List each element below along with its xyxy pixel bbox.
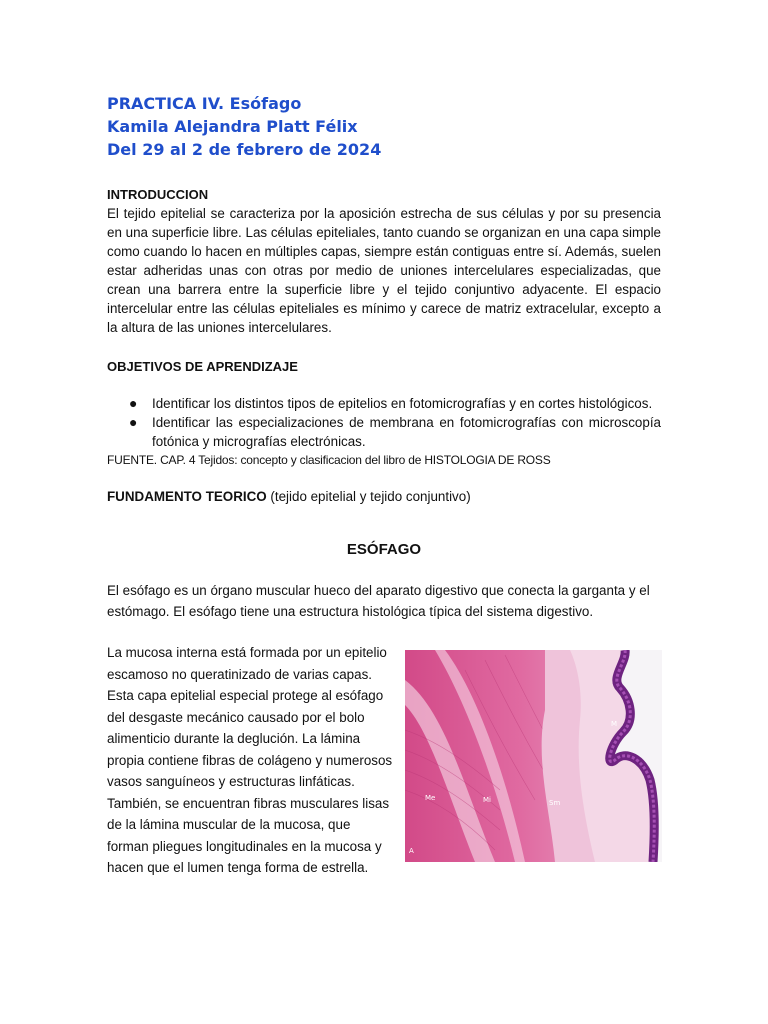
theory-heading-label: FUNDAMENTO TEORICO <box>107 489 267 504</box>
document-title-block <box>107 92 661 161</box>
date-range: Del 29 al 2 de febrero de 2024 <box>107 140 382 159</box>
bullet-icon: ● <box>129 395 138 411</box>
objectives-heading: OBJETIVOS DE APRENDIZAJE <box>107 359 298 374</box>
mucosa-paragraph: La mucosa interna está formada por un epitelio escamoso no queratinizado de varias capas. Esta capa epitelial especial protege al esófago del desgaste mecánico causado por el bolo alimenticio durante la deglución. La lámina propia contiene fibras de colágeno y numerosos vasos sanguíneos y estructuras linfáticas. También, se encuentran fibras musculares lisas de la lámina muscular de la mucosa, que forman pliegues longitudinales en la mucosa y hacen que el lumen tenga forma de estrella. <box>107 645 393 875</box>
introduction-section <box>107 185 661 337</box>
micrograph-illustration <box>405 650 662 862</box>
author-name: Kamila Alejandra Platt Félix <box>107 117 358 136</box>
label-a: A <box>409 847 414 855</box>
esophagus-heading: ESÓFAGO <box>346 541 422 558</box>
theory-heading <box>107 487 661 506</box>
introduction-heading: INTRODUCCION <box>107 187 209 202</box>
esophagus-micrograph <box>405 650 662 862</box>
label-sm: Sm <box>549 799 561 807</box>
practice-title: PRACTICA IV. Esófago <box>107 94 302 113</box>
document-page <box>107 92 661 902</box>
objective-text: Identificar las especializaciones de membrana en fotomicrografías con microscopía fotónica y micrografías electrónicas. <box>152 415 661 449</box>
esophagus-paragraph: El esófago es un órgano muscular hueco del aparato digestivo que conecta la garganta y el estómago. El esófago tiene una estructura histológica típica del sistema digestivo. <box>107 583 650 619</box>
label-m: M <box>611 720 618 728</box>
theory-heading-note: (tejido epitelial y tejido conjuntivo) <box>266 489 471 504</box>
label-mi: Mi <box>483 796 491 804</box>
objectives-list <box>107 394 661 451</box>
objectives-section <box>107 357 661 451</box>
mucosa-section <box>107 642 661 902</box>
list-item <box>107 394 661 413</box>
source-citation: FUENTE. CAP. 4 Tejidos: concepto y clasificacion del libro de HISTOLOGIA DE ROSS <box>107 453 551 467</box>
label-me: Me <box>425 794 436 802</box>
objective-text: Identificar los distintos tipos de epitelios en fotomicrografías y en cortes histológicos. <box>152 396 653 411</box>
introduction-text: El tejido epitelial se caracteriza por la aposición estrecha de sus células y por su presencia en una superficie libre. Las células epiteliales, tanto cuando se organizan en una capa simple como cuando lo hacen en múltiples capas, siempre están contiguas entre sí. Además, suelen estar adheridas unas con otras por medio de uniones intercelulares especializadas, que crean una barrera entre la superficie libre y el tejido conjuntivo adyacente. El espacio intercelular entre las células epiteliales es mínimo y carece de matriz extracelular, excepto a la altura de las uniones intercelulares. <box>107 206 661 335</box>
bullet-icon: ● <box>129 414 138 430</box>
list-item <box>107 413 661 451</box>
